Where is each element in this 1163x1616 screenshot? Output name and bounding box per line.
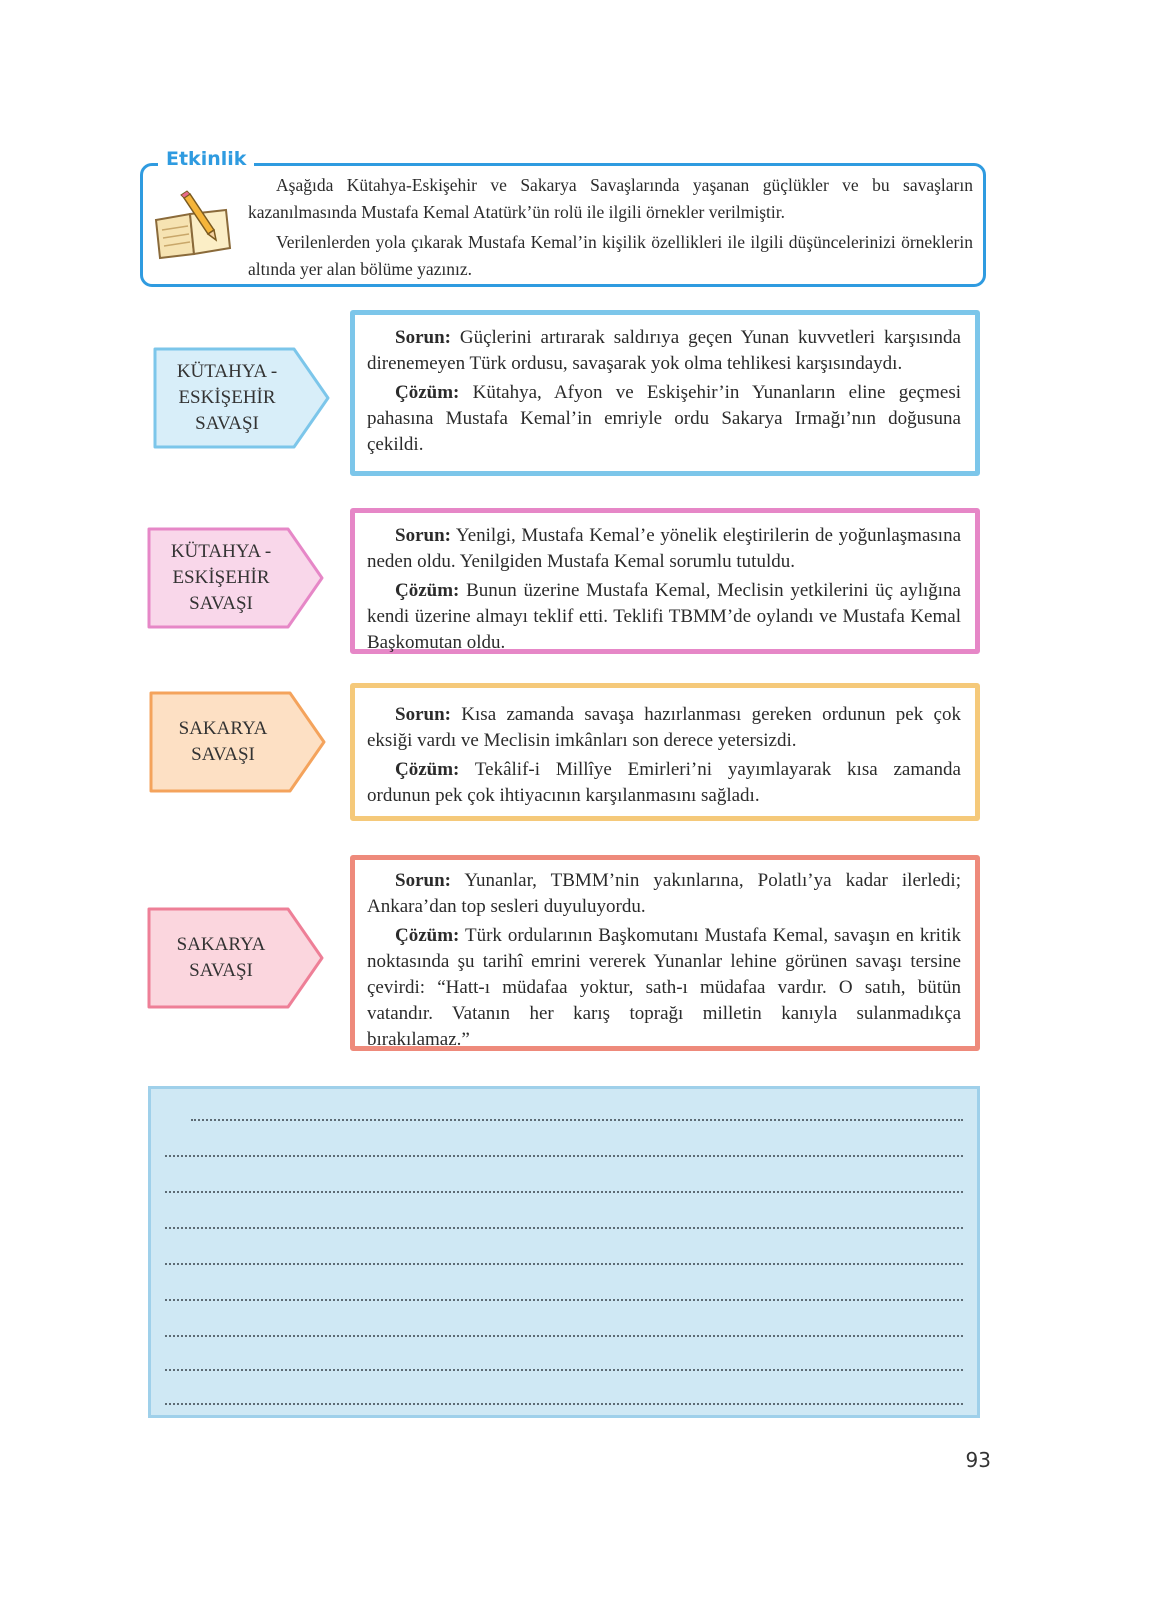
problem-solution-box-2: [350, 508, 980, 654]
solution-text: Tekâlif-i Millîye Emirleri’ni yayımlayarak kısa zamanda ordunun pek çok ihtiyacının karşılanmasını sağladı.: [367, 759, 961, 806]
solution-text: Kütahya, Afyon ve Eskişehir’in Yunanların eline geçmesi pahasına Mustafa Kemal’in emriyle ordu Sakarya Irmağı’nın doğusuna çekildi.: [367, 382, 961, 455]
answer-line[interactable]: [165, 1263, 963, 1265]
solution-text: Türk ordularının Başkomutanı Mustafa Kemal, savaşın en kritik noktasında şu tarihî emrini vererek Yunanlar lehine görünen savaşı tersine çevirdi: “Hatt-ı müdafaa yoktur, sath-ı müdafaa vardır. O satıh, bütün vatandır. Vatanın her karış toprağı milletin kanıyla sulanmadıkça bırakılamaz.”: [367, 925, 961, 1050]
answer-line[interactable]: [165, 1299, 963, 1301]
answer-line[interactable]: [191, 1119, 963, 1121]
problem-text: Güçlerini artırarak saldırıya geçen Yunan kuvvetleri karşısında direnemeyen Türk ordusu, savaşarak yok olma tehlikesi karşısındaydı.: [367, 327, 961, 374]
solution-label: Çözüm:: [395, 759, 460, 780]
battle-tag-sakarya-2: [146, 906, 326, 1010]
battle-tag-kutahya-eskisehir-2: [146, 526, 326, 630]
problem-label: Sorun:: [395, 870, 451, 891]
solution-text: Bunun üzerine Mustafa Kemal, Meclisin yetkilerini üç aylığına kendi üzerine almayı teklif etti. Teklifi TBMM’de oylandı ve Mustafa Kemal Başkomutan oldu.: [367, 580, 961, 653]
answer-line[interactable]: [165, 1335, 963, 1337]
problem-solution-box-4: [350, 855, 980, 1051]
battle-tag-label: KÜTAHYA - ESKİŞEHİR SAVAŞI: [170, 541, 272, 614]
problem-label: Sorun:: [395, 704, 451, 725]
answer-line[interactable]: [165, 1227, 963, 1229]
problem-label: Sorun:: [395, 525, 451, 546]
answer-line[interactable]: [165, 1191, 963, 1193]
battle-tag-kutahya-eskisehir-1: [152, 346, 332, 450]
problem-text: Yenilgi, Mustafa Kemal’e yönelik eleştirilerin de yoğunlaşmasına neden oldu. Yenilgiden Mustafa Kemal sorumlu tutuldu.: [367, 525, 961, 572]
answer-line[interactable]: [165, 1403, 963, 1405]
notebook-pencil-icon: [150, 190, 236, 260]
problem-solution-box-3: [350, 683, 980, 821]
activity-title: Etkinlik: [158, 148, 254, 170]
solution-label: Çözüm:: [395, 925, 460, 946]
page-number: 93: [965, 1448, 991, 1472]
solution-label: Çözüm:: [395, 382, 460, 403]
problem-text: Kısa zamanda savaşa hazırlanması gereken ordunun pek çok eksiği vardı ve Meclisin imkânları son derece yetersizdi.: [367, 704, 961, 751]
answer-line[interactable]: [165, 1369, 963, 1371]
problem-label: Sorun:: [395, 327, 451, 348]
problem-text: Yunanlar, TBMM’nin yakınlarına, Polatlı’ya kadar ilerledi; Ankara’dan top sesleri duyuluyordu.: [367, 870, 961, 917]
battle-tag-label: SAKARYA SAVAŞI: [176, 934, 266, 981]
answer-writing-area[interactable]: [148, 1086, 980, 1418]
activity-paragraph-1: Aşağıda Kütahya-Eskişehir ve Sakarya Savaşlarında yaşanan güçlükler ve bu savaşların kazanılmasında Mustafa Kemal Atatürk’ün rolü ile ilgili örnekler verilmiştir.: [248, 175, 973, 222]
problem-solution-box-1: [350, 310, 980, 476]
battle-tag-label: SAKARYA SAVAŞI: [178, 718, 268, 765]
solution-label: Çözüm:: [395, 580, 460, 601]
activity-paragraph-2: Verilenlerden yola çıkarak Mustafa Kemal’in kişilik özellikleri ile ilgili düşüncelerinizi örneklerin altında yer alan bölüme yazınız.: [248, 232, 973, 279]
battle-tag-label: KÜTAHYA - ESKİŞEHİR SAVAŞI: [176, 361, 278, 434]
answer-line[interactable]: [165, 1155, 963, 1157]
battle-tag-sakarya-1: [148, 690, 328, 794]
activity-instructions: [248, 172, 973, 286]
